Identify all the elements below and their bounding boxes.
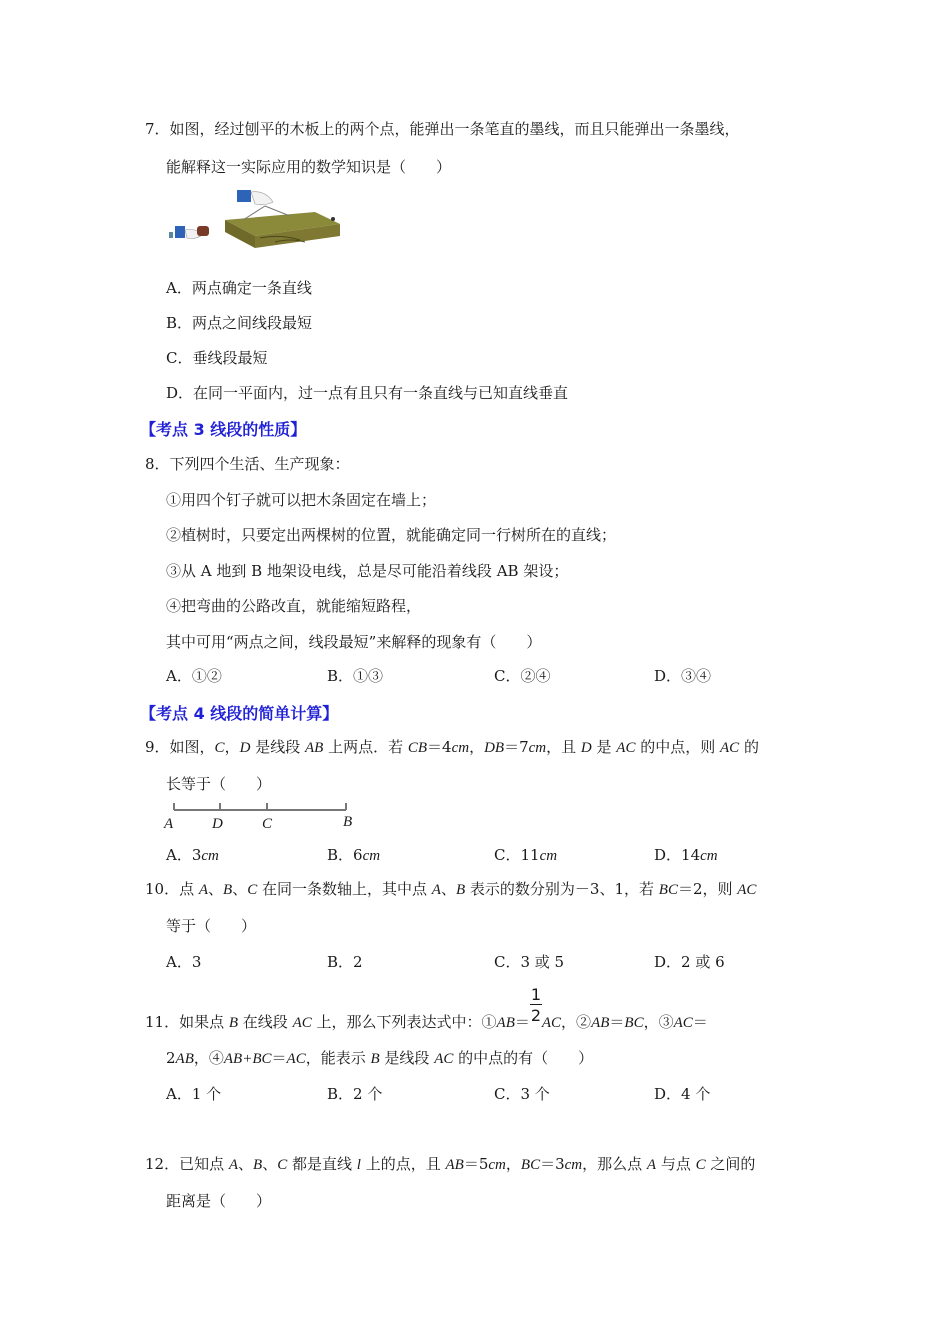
q9-stem-line1: 9．如图，C，D 是线段 AB 上两点．若 CB＝4cm，DB＝7cm，且 D 是 AC 的中点，则 AC 的 xyxy=(145,738,759,756)
q10-option-b: B．2 xyxy=(327,953,363,971)
q10-option-a: A．3 xyxy=(166,953,202,971)
section-heading-3: 【考点 3 线段的性质】 xyxy=(140,420,307,439)
q8-item-1: ①用四个钉子就可以把木条固定在墙上； xyxy=(166,491,437,509)
q8-item-4: ④把弯曲的公路改直，就能缩短路程， xyxy=(166,597,422,615)
q7-stem-line2: 能解释这一实际应用的数学知识是（ ） xyxy=(166,158,452,176)
point-label-b: B xyxy=(343,814,353,830)
point-label-a: A xyxy=(164,816,174,832)
q8-item-3: ③从 A 地到 B 地架设电线，总是尽可能沿着线段 AB 架设； xyxy=(166,562,569,580)
q7-stem-line1: 7．如图，经过刨平的木板上的两个点，能弹出一条笔直的墨线，而且只能弹出一条墨线， xyxy=(145,120,740,138)
point-label-d: D xyxy=(212,816,223,832)
q9-option-b: B．6cm xyxy=(327,846,381,864)
q12-stem-line2: 距离是（ ） xyxy=(166,1192,272,1210)
q8-option-d: D．③④ xyxy=(654,667,712,685)
q8-question: 其中可用“两点之间，线段最短”来解释的现象有（ ） xyxy=(166,633,542,651)
q9-option-c: C．11cm xyxy=(494,846,558,864)
q8-option-b: B．①③ xyxy=(327,667,384,685)
q8-stem: 8．下列四个生活、生产现象： xyxy=(145,455,350,473)
fraction-one-half: $\frac{1}{2}$ xyxy=(530,985,542,1025)
q10-option-d: D．2 或 6 xyxy=(654,953,725,971)
q7-option-c: C．垂线段最短 xyxy=(166,349,268,367)
q10-stem-line1: 10．点 A、B、C 在同一条数轴上，其中点 A、B 表示的数分别为－3、1，若 BC＝2，则 AC xyxy=(145,880,757,898)
q7-option-b: B．两点之间线段最短 xyxy=(166,314,313,332)
q11-stem-line1: 11．如果点 B 在线段 AC 上，那么下列表达式中：①AB＝ $\frac{1}{2}$ AC，②AB＝BC，③AC＝ xyxy=(145,985,708,1031)
q11-option-b: B．2 个 xyxy=(327,1085,383,1103)
q10-option-c: C．3 或 5 xyxy=(494,953,565,971)
q10-stem-line2: 等于（ ） xyxy=(166,917,257,935)
q9-stem-line2: 长等于（ ） xyxy=(166,775,272,793)
q9-option-d: D．14cm xyxy=(654,846,718,864)
section-heading-4: 【考点 4 线段的简单计算】 xyxy=(140,704,339,723)
point-label-c: C xyxy=(262,816,273,832)
q12-stem-line1: 12．已知点 A、B、C 都是直线 l 上的点，且 AB＝5cm，BC＝3cm，那么点 A 与点 C 之间的 xyxy=(145,1155,756,1173)
q8-option-c: C．②④ xyxy=(494,667,551,685)
q11-option-d: D．4 个 xyxy=(654,1085,711,1103)
board-ink-line-illustration xyxy=(165,186,345,250)
q11-option-c: C．3 个 xyxy=(494,1085,550,1103)
q7-option-d: D．在同一平面内，过一点有且只有一条直线与已知直线垂直 xyxy=(166,384,569,402)
q11-option-a: A．1 个 xyxy=(166,1085,222,1103)
q8-item-2: ②植树时，只要定出两棵树的位置，就能确定同一行树所在的直线； xyxy=(166,526,617,544)
q9-option-a: A．3cm xyxy=(166,846,219,864)
q11-stem-line2: 2AB，④AB+BC＝AC，能表示 B 是线段 AC 的中点的有（ ） xyxy=(166,1049,594,1067)
q8-option-a: A．①② xyxy=(166,667,222,685)
q7-option-a: A．两点确定一条直线 xyxy=(166,279,312,297)
